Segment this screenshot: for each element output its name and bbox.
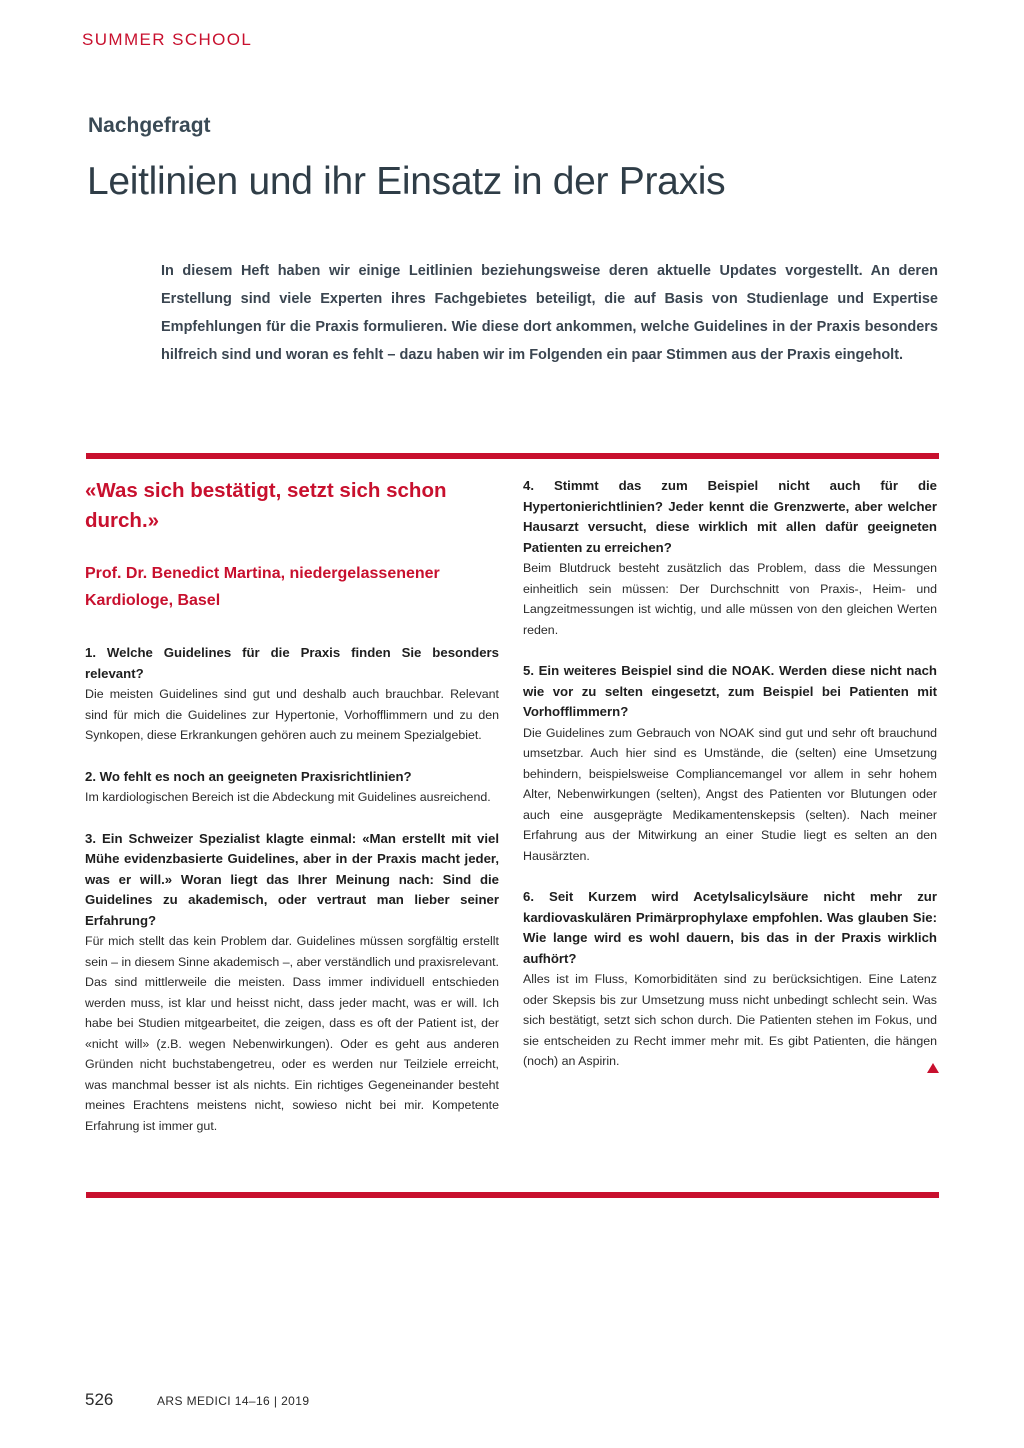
article-lead: In diesem Heft haben wir einige Leitlinien beziehungsweise deren aktuelle Updates vorgestellt. An deren Erstellung sind viele Experten ihres Fachgebietes beteiligt, die auf Basis von Studienlage und Expertise Empfehlungen für die Praxis formulieren. Wie diese dort ankommen, welche Guidelines in der Praxis besonders hilfreich sind und woran es fehlt – dazu haben wir im Folgenden ein paar Stimmen aus der Praxis eingeholt. — [161, 263, 938, 363]
question: 4. Stimmt das zum Beispiel nicht auch für die Hypertonierichtlinien? Jeder kennt die Grenzwerte, aber welcher Hausarzt versucht, diese wirklich mit allen dafür geeigneten Patienten zu erreichen? — [523, 478, 937, 555]
top-divider — [86, 453, 939, 459]
qa-item — [85, 643, 499, 746]
journal-issue: ARS MEDICI 14–16 | 2019 — [157, 1394, 310, 1408]
qa-item — [523, 476, 937, 640]
page-number: 526 — [85, 1390, 114, 1409]
answer: Im kardiologischen Bereich ist die Abdeckung mit Guidelines ausreichend. — [85, 790, 491, 804]
section-label: SUMMER SCHOOL — [82, 30, 253, 49]
question: 2. Wo fehlt es noch an geeigneten Praxisrichtlinien? — [85, 768, 412, 784]
answer: Alles ist im Fluss, Komorbiditäten sind zu berücksichtigen. Eine Latenz oder Skepsis bis zur Umsetzung muss nicht unbedingt schlecht sein. Was sich bestätigt, setzt sich schon durch. Die Patienten stehen im Fokus, und sie entscheiden zu Recht immer mehr mit. Es gibt Patienten, die hängen (noch) an Aspirin. — [523, 972, 937, 1068]
interviewee-name: Prof. Dr. Benedict Martina, niedergelassenener Kardiologe, Basel — [85, 565, 440, 609]
bottom-divider — [86, 1192, 939, 1198]
question: 5. Ein weiteres Beispiel sind die NOAK. Werden diese nicht nach wie vor zu selten eingesetzt, zum Beispiel bei Patienten mit Vorhofflimmern? — [523, 663, 937, 719]
article-end-triangle-icon — [927, 1063, 939, 1073]
qa-item — [85, 829, 499, 1137]
left-column — [85, 476, 499, 1157]
answer: Für mich stellt das kein Problem dar. Guidelines müssen sorgfältig erstellt sein – in diesem Sinne akademisch –, aber verständlich und praxisrelevant. Das sind mittlerweile die meisten. Dass immer individuell entschieden werden muss, ist klar und heisst nicht, dass jeder macht, was er will. Ich habe bei Studien mitgearbeitet, die zeigen, dass es oft der Patient ist, der «nicht will» (z.B. wegen Nebenwirkungen). Oder es geht aus anderen Gründen nicht buchstabengetreu, oder es werden nur Teilziele erreicht, was manchmal besser ist als nichts. Ein richtiges Gegeneinander besteht meines Erachtens meistens nicht, sowieso nicht bei mir. Kompetente Erfahrung ist immer gut. — [85, 934, 499, 1133]
question: 6. Seit Kurzem wird Acetylsalicylsäure nicht mehr zur kardiovaskulären Primärprophylaxe empfohlen. Was glauben Sie: Wie lange wird es wohl dauern, bis das in der Praxis wirklich aufhört? — [523, 889, 937, 966]
qa-item — [85, 767, 499, 808]
question: 1. Welche Guidelines für die Praxis finden Sie besonders relevant? — [85, 645, 499, 681]
answer: Beim Blutdruck besteht zusätzlich das Problem, dass die Messungen einheitlich sein müssen: Der Durchschnitt von Praxis-, Heim- und Langzeitmessungen ist wichtig, und alle müssen von den gleichen Werten reden. — [523, 561, 937, 637]
right-column — [523, 476, 937, 1093]
article-kicker: Nachgefragt — [88, 114, 211, 137]
question: 3. Ein Schweizer Spezialist klagte einmal: «Man erstellt mit viel Mühe evidenzbasierte Guidelines, aber in der Praxis macht jeder, was er will.» Woran liegt das Ihrer Meinung nach: Sind die Guidelines zu akademisch, oder vertraut man lieber seiner Erfahrung? — [85, 830, 499, 928]
qa-item — [523, 887, 937, 1072]
pull-quote: «Was sich bestätigt, setzt sich schon durch.» — [85, 479, 447, 532]
page-title: Leitlinien und ihr Einsatz in der Praxis — [87, 160, 726, 203]
qa-item — [523, 661, 937, 866]
answer: Die meisten Guidelines sind gut und deshalb auch brauchbar. Relevant sind für mich die Guidelines zur Hypertonie, Vorhofflimmern und zu den Synkopen, diese Erkrankungen gehören auch zu meinem Spezialgebiet. — [85, 687, 499, 742]
answer: Die Guidelines zum Gebrauch von NOAK sind gut und sehr oft brauchund umsetzbar. Auch hier sind es Umstände, die (selten) eine Umsetzung behindern, beispielsweise Compliancemangel vor allem in sehr hohem Alter, Nebenwirkungen (selten), Angst des Patienten vor Blutungen oder auch eine ausgeprägte Medikamentenskepsis (selten). Nach meiner Erfahrung aus der Mitwirkung an einer Studie liegt es selten an den Hausärzten. — [523, 725, 937, 863]
